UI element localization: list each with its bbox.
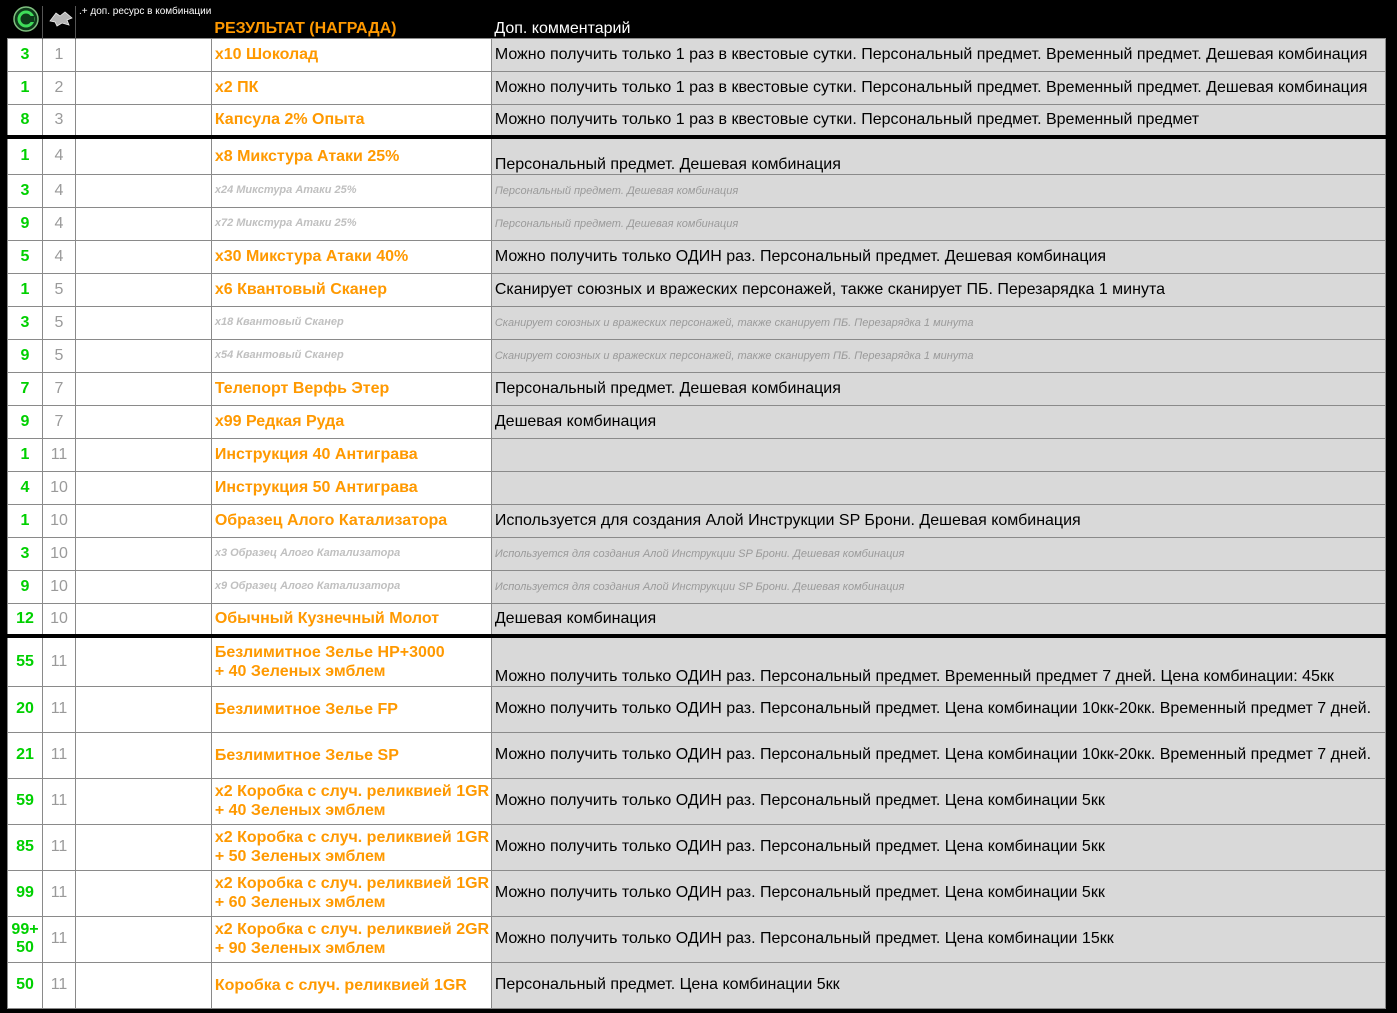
header-wolf-cell bbox=[43, 6, 76, 38]
level-cell: 4 bbox=[43, 207, 76, 240]
extra-resource-cell bbox=[76, 405, 212, 438]
count-cell: 55 bbox=[8, 636, 43, 686]
count-cell: 21 bbox=[8, 732, 43, 778]
extra-resource-cell bbox=[76, 732, 212, 778]
count-cell: 1 bbox=[8, 504, 43, 537]
count-cell: 50 bbox=[8, 962, 43, 1008]
header-row bbox=[8, 6, 1386, 38]
comment-cell: Можно получить только ОДИН раз. Персональный предмет. Цена комбинации 5кк bbox=[491, 778, 1385, 824]
extra-resource-cell bbox=[76, 207, 212, 240]
extra-resource-cell bbox=[76, 636, 212, 686]
table-row bbox=[8, 339, 1386, 372]
extra-resource-cell bbox=[76, 174, 212, 207]
count-cell: 9 bbox=[8, 207, 43, 240]
level-cell: 11 bbox=[43, 778, 76, 824]
table-row bbox=[8, 174, 1386, 207]
result-cell: Капсула 2% Опыта bbox=[211, 104, 491, 137]
comment-cell: Можно получить только ОДИН раз. Персональный предмет. Временный предмет 7 дней. Цена комбинации: 45кк bbox=[491, 636, 1385, 686]
count-cell: 3 bbox=[8, 306, 43, 339]
extra-resource-cell bbox=[76, 306, 212, 339]
result-cell: x18 Квантовый Сканер bbox=[211, 306, 491, 339]
level-cell: 10 bbox=[43, 603, 76, 636]
table-row bbox=[8, 372, 1386, 405]
comment-cell: Дешевая комбинация bbox=[491, 603, 1385, 636]
result-cell: x10 Шоколад bbox=[211, 38, 491, 71]
level-cell: 4 bbox=[43, 137, 76, 174]
level-cell: 4 bbox=[43, 174, 76, 207]
header-comment: Доп. комментарий bbox=[491, 6, 1385, 38]
count-cell: 20 bbox=[8, 686, 43, 732]
table-row bbox=[8, 240, 1386, 273]
table-row bbox=[8, 405, 1386, 438]
count-cell: 9 bbox=[8, 405, 43, 438]
comment-cell: Можно получить только ОДИН раз. Персональный предмет. Цена комбинации 5кк bbox=[491, 824, 1385, 870]
table-row bbox=[8, 870, 1386, 916]
extra-resource-cell bbox=[76, 438, 212, 471]
comment-cell bbox=[491, 471, 1385, 504]
table-row bbox=[8, 962, 1386, 1008]
comment-cell: Можно получить только ОДИН раз. Персональный предмет. Цена комбинации 5кк bbox=[491, 870, 1385, 916]
level-cell: 5 bbox=[43, 339, 76, 372]
level-cell: 11 bbox=[43, 824, 76, 870]
result-cell: x2 Коробка с случ. реликвией 1GR + 50 Зеленых эмблем bbox=[211, 824, 491, 870]
level-cell: 11 bbox=[43, 636, 76, 686]
count-cell: 3 bbox=[8, 174, 43, 207]
level-cell: 2 bbox=[43, 71, 76, 104]
extra-resource-cell bbox=[76, 71, 212, 104]
extra-resource-cell bbox=[76, 962, 212, 1008]
table-row bbox=[8, 438, 1386, 471]
wolf-head-icon bbox=[48, 9, 74, 29]
level-cell: 7 bbox=[43, 405, 76, 438]
result-cell: Образец Алого Катализатора bbox=[211, 504, 491, 537]
comment-cell: Можно получить только 1 раз в квестовые сутки. Персональный предмет. Временный предмет bbox=[491, 104, 1385, 137]
result-cell: x8 Микстура Атаки 25% bbox=[211, 137, 491, 174]
comment-cell: Можно получить только 1 раз в квестовые сутки. Персональный предмет. Временный предмет. Дешевая комбинация bbox=[491, 71, 1385, 104]
extra-resource-cell bbox=[76, 686, 212, 732]
result-cell: Коробка с случ. реликвией 1GR bbox=[211, 962, 491, 1008]
count-cell: 99+ 50 bbox=[8, 916, 43, 962]
table-row bbox=[8, 732, 1386, 778]
result-cell: x72 Микстура Атаки 25% bbox=[211, 207, 491, 240]
level-cell: 10 bbox=[43, 537, 76, 570]
extra-resource-cell bbox=[76, 824, 212, 870]
level-cell: 11 bbox=[43, 438, 76, 471]
count-cell: 1 bbox=[8, 438, 43, 471]
table-row bbox=[8, 916, 1386, 962]
extra-resource-cell bbox=[76, 870, 212, 916]
header-extra-resource: .+ доп. ресурс в комбинации bbox=[76, 6, 212, 38]
comment-cell: Можно получить только ОДИН раз. Персональный предмет. Цена комбинации 15кк bbox=[491, 916, 1385, 962]
comment-cell: Дешевая комбинация bbox=[491, 405, 1385, 438]
extra-resource-cell bbox=[76, 537, 212, 570]
result-cell: x24 Микстура Атаки 25% bbox=[211, 174, 491, 207]
comment-cell bbox=[491, 438, 1385, 471]
result-cell: Безлимитное Зелье FP bbox=[211, 686, 491, 732]
table-row bbox=[8, 71, 1386, 104]
count-cell: 9 bbox=[8, 570, 43, 603]
table-row bbox=[8, 471, 1386, 504]
extra-resource-cell bbox=[76, 38, 212, 71]
extra-resource-cell bbox=[76, 273, 212, 306]
result-cell: x2 Коробка с случ. реликвией 1GR + 40 Зеленых эмблем bbox=[211, 778, 491, 824]
table-row bbox=[8, 38, 1386, 71]
result-cell: x2 Коробка с случ. реликвией 1GR + 60 Зеленых эмблем bbox=[211, 870, 491, 916]
result-cell: x30 Микстура Атаки 40% bbox=[211, 240, 491, 273]
extra-resource-cell bbox=[76, 778, 212, 824]
level-cell: 11 bbox=[43, 916, 76, 962]
count-cell: 59 bbox=[8, 778, 43, 824]
count-cell: 1 bbox=[8, 273, 43, 306]
count-cell: 3 bbox=[8, 38, 43, 71]
header-emblem-cell bbox=[8, 6, 43, 38]
extra-resource-cell bbox=[76, 137, 212, 174]
comment-cell: Персональный предмет. Дешевая комбинация bbox=[491, 207, 1385, 240]
table-row bbox=[8, 636, 1386, 686]
table-row bbox=[8, 537, 1386, 570]
count-cell: 4 bbox=[8, 471, 43, 504]
level-cell: 10 bbox=[43, 504, 76, 537]
table-row bbox=[8, 207, 1386, 240]
count-cell: 5 bbox=[8, 240, 43, 273]
table-row bbox=[8, 273, 1386, 306]
extra-resource-cell bbox=[76, 916, 212, 962]
table-row bbox=[8, 306, 1386, 339]
extra-resource-cell bbox=[76, 471, 212, 504]
result-cell: x6 Квантовый Сканер bbox=[211, 273, 491, 306]
result-cell: x3 Образец Алого Катализатора bbox=[211, 537, 491, 570]
count-cell: 7 bbox=[8, 372, 43, 405]
level-cell: 11 bbox=[43, 870, 76, 916]
extra-resource-cell bbox=[76, 339, 212, 372]
level-cell: 3 bbox=[43, 104, 76, 137]
level-cell: 11 bbox=[43, 962, 76, 1008]
comment-cell: Используется для создания Алой Инструкции SP Брони. Дешевая комбинация bbox=[491, 570, 1385, 603]
level-cell: 10 bbox=[43, 570, 76, 603]
table-row bbox=[8, 824, 1386, 870]
level-cell: 10 bbox=[43, 471, 76, 504]
result-cell: x54 Квантовый Сканер bbox=[211, 339, 491, 372]
comment-cell: Используется для создания Алой Инструкции SP Брони. Дешевая комбинация bbox=[491, 504, 1385, 537]
level-cell: 7 bbox=[43, 372, 76, 405]
count-cell: 12 bbox=[8, 603, 43, 636]
count-cell: 85 bbox=[8, 824, 43, 870]
count-cell: 8 bbox=[8, 104, 43, 137]
comment-cell: Можно получить только 1 раз в квестовые сутки. Персональный предмет. Временный предмет. Дешевая комбинация bbox=[491, 38, 1385, 71]
extra-resource-cell bbox=[76, 104, 212, 137]
result-cell: Обычный Кузнечный Молот bbox=[211, 603, 491, 636]
count-cell: 3 bbox=[8, 537, 43, 570]
table-row bbox=[8, 603, 1386, 636]
level-cell: 5 bbox=[43, 273, 76, 306]
result-cell: x9 Образец Алого Катализатора bbox=[211, 570, 491, 603]
reward-table bbox=[7, 6, 1386, 1009]
comment-cell: Персональный предмет. Дешевая комбинация bbox=[491, 137, 1385, 174]
level-cell: 11 bbox=[43, 686, 76, 732]
table-row bbox=[8, 778, 1386, 824]
result-cell: Безлимитное Зелье HP+3000 + 40 Зеленых эмблем bbox=[211, 636, 491, 686]
result-cell: x99 Редкая Руда bbox=[211, 405, 491, 438]
comment-cell: Персональный предмет. Цена комбинации 5кк bbox=[491, 962, 1385, 1008]
comment-cell: Сканирует союзных и вражеских персонажей, также сканирует ПБ. Перезарядка 1 минута bbox=[491, 306, 1385, 339]
green-emblem-icon bbox=[13, 6, 39, 32]
count-cell: 1 bbox=[8, 71, 43, 104]
table-row bbox=[8, 504, 1386, 537]
extra-resource-cell bbox=[76, 570, 212, 603]
result-cell: Телепорт Верфь Этер bbox=[211, 372, 491, 405]
comment-cell: Используется для создания Алой Инструкции SP Брони. Дешевая комбинация bbox=[491, 537, 1385, 570]
result-cell: Инструкция 50 Антиграва bbox=[211, 471, 491, 504]
count-cell: 1 bbox=[8, 137, 43, 174]
level-cell: 5 bbox=[43, 306, 76, 339]
result-cell: x2 Коробка с случ. реликвией 2GR + 90 Зеленых эмблем bbox=[211, 916, 491, 962]
result-cell: x2 ПК bbox=[211, 71, 491, 104]
count-cell: 99 bbox=[8, 870, 43, 916]
level-cell: 1 bbox=[43, 38, 76, 71]
comment-cell: Можно получить только ОДИН раз. Персональный предмет. Дешевая комбинация bbox=[491, 240, 1385, 273]
comment-cell: Можно получить только ОДИН раз. Персональный предмет. Цена комбинации 10кк-20кк. Временный предмет 7 дней. bbox=[491, 732, 1385, 778]
comment-cell: Персональный предмет. Дешевая комбинация bbox=[491, 372, 1385, 405]
count-cell: 9 bbox=[8, 339, 43, 372]
result-cell: Безлимитное Зелье SP bbox=[211, 732, 491, 778]
header-result: РЕЗУЛЬТАТ (НАГРАДА) bbox=[211, 6, 491, 38]
extra-resource-cell bbox=[76, 504, 212, 537]
extra-resource-cell bbox=[76, 372, 212, 405]
table-row bbox=[8, 570, 1386, 603]
table-row bbox=[8, 137, 1386, 174]
comment-cell: Можно получить только ОДИН раз. Персональный предмет. Цена комбинации 10кк-20кк. Временный предмет 7 дней. bbox=[491, 686, 1385, 732]
table-row bbox=[8, 686, 1386, 732]
comment-cell: Персональный предмет. Дешевая комбинация bbox=[491, 174, 1385, 207]
extra-resource-cell bbox=[76, 240, 212, 273]
level-cell: 4 bbox=[43, 240, 76, 273]
table-row bbox=[8, 104, 1386, 137]
comment-cell: Сканирует союзных и вражеских персонажей, также сканирует ПБ. Перезарядка 1 минута bbox=[491, 339, 1385, 372]
level-cell: 11 bbox=[43, 732, 76, 778]
result-cell: Инструкция 40 Антиграва bbox=[211, 438, 491, 471]
comment-cell: Сканирует союзных и вражеских персонажей, также сканирует ПБ. Перезарядка 1 минута bbox=[491, 273, 1385, 306]
extra-resource-cell bbox=[76, 603, 212, 636]
